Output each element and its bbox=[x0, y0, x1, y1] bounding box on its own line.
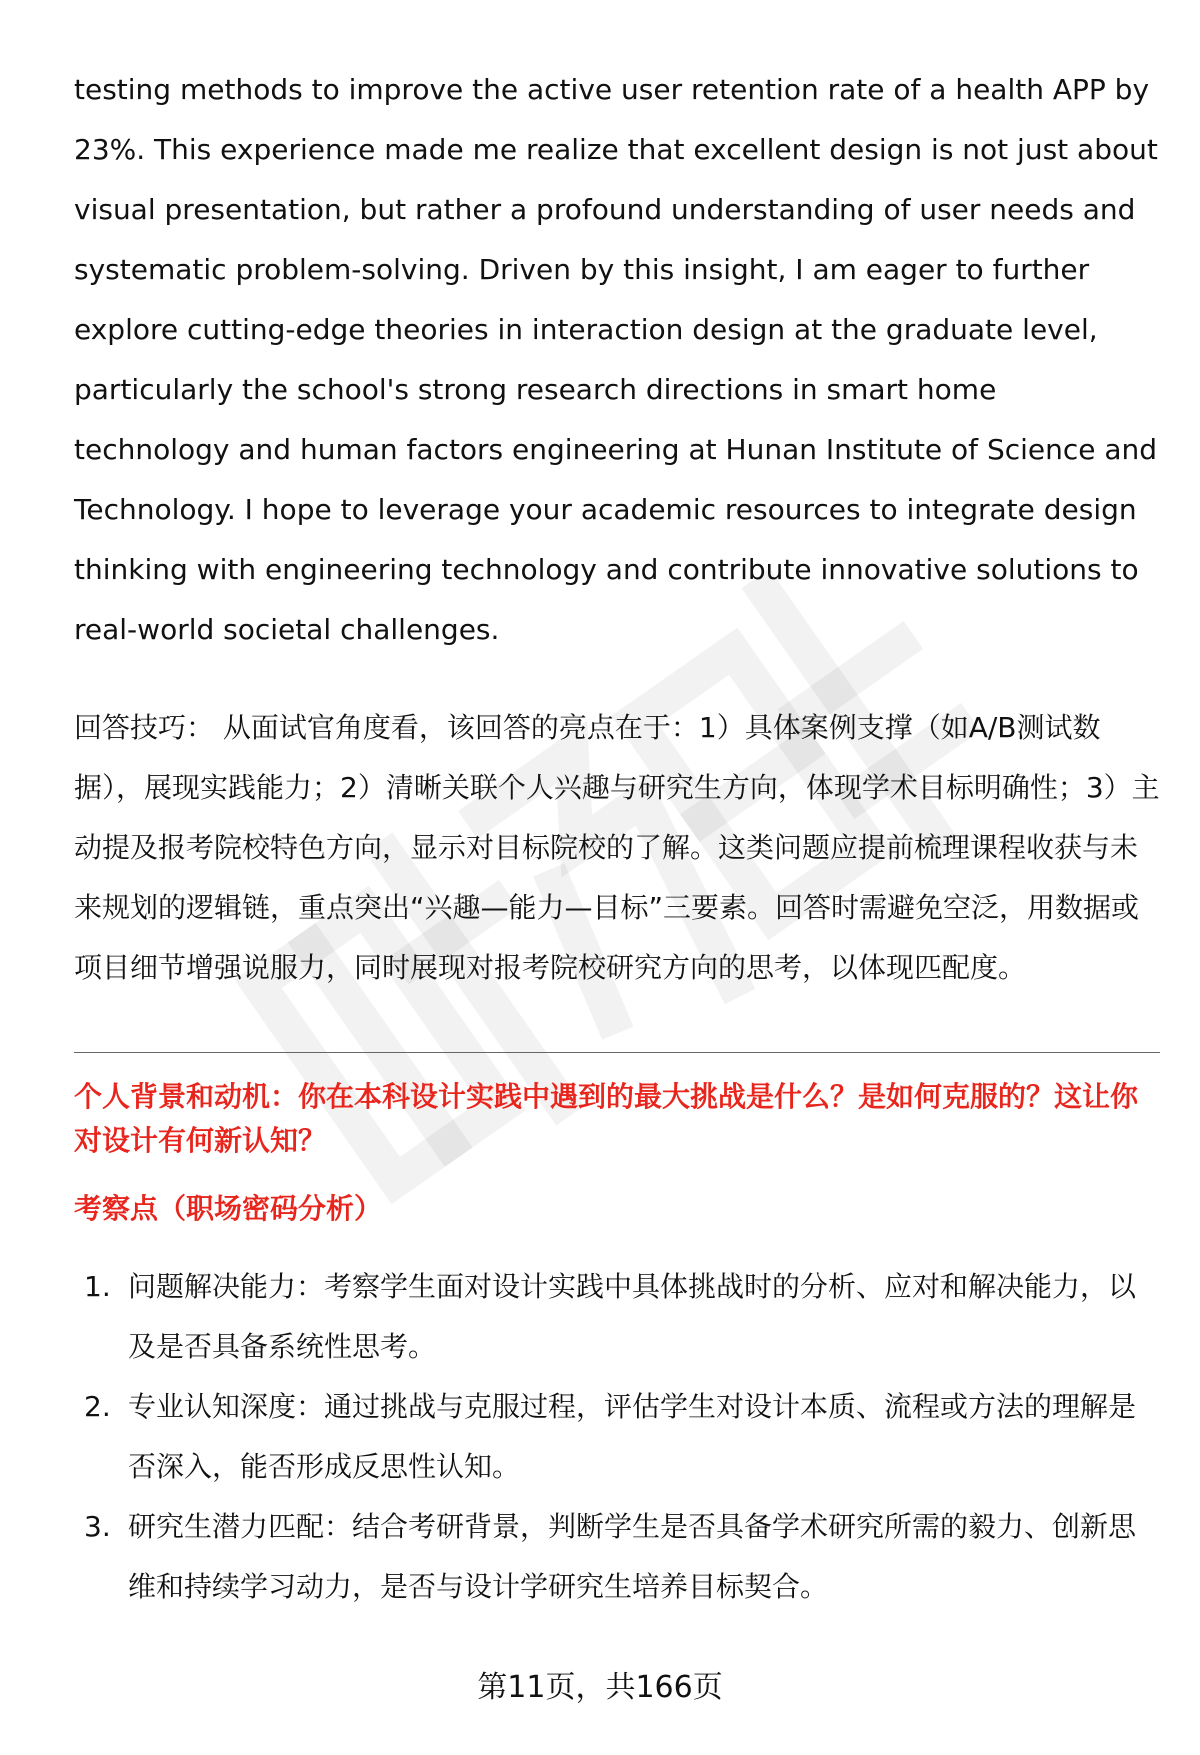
list-item-text: 研究生潜力匹配：结合考研背景，判断学生是否具备学术研究所需的毅力、创新思维和持续学习动力，是否与设计学研究生培养目标契合。 bbox=[128, 1510, 1137, 1603]
list-item-number: 1. bbox=[84, 1270, 111, 1303]
list-item-text: 专业认知深度：通过挑战与克服过程，评估学生对设计本质、流程或方法的理解是否深入，能否形成反思性认知。 bbox=[128, 1390, 1137, 1483]
list-item bbox=[74, 1497, 1160, 1617]
list-item-text: 问题解决能力：考察学生面对设计实践中具体挑战时的分析、应对和解决能力，以及是否具备系统性思考。 bbox=[128, 1270, 1137, 1363]
document-page bbox=[74, 60, 1160, 1617]
intro-paragraph: testing methods to improve the active user retention rate of a health APP by 23%. This experience made me realize that excellent design is not just about visual presentation, but rather a profound understanding of user needs and systematic problem-solving. Driven by this insight, I am eager to further explore cutting-edge theories in interaction design at the graduate level, particularly the school's strong research directions in smart home technology and human factors engineering at Hunan Institute of Science and Technology. I hope to leverage your academic resources to integrate design thinking with engineering technology and contribute innovative solutions to real-world societal challenges. bbox=[74, 73, 1158, 646]
list-item bbox=[74, 1377, 1160, 1497]
answer-tips-paragraph: 回答技巧： 从面试官角度看，该回答的亮点在于：1）具体案例支撑（如A/B测试数据），展现实践能力；2）清晰关联个人兴趣与研究生方向，体现学术目标明确性；3）主动提及报考院校特色方向，显示对目标院校的了解。这类问题应提前梳理课程收获与未来规划的逻辑链，重点突出“兴趣—能力—目标”三要素。回答时需避免空泛，用数据或项目细节增强说服力，同时展现对报考院校研究方向的思考，以体现匹配度。 bbox=[74, 711, 1160, 984]
question-heading: 个人背景和动机：你在本科设计实践中遇到的最大挑战是什么？是如何克服的？这让你对设计有何新认知？ bbox=[74, 1080, 1139, 1157]
section-divider bbox=[74, 1052, 1160, 1053]
list-item bbox=[74, 1257, 1160, 1377]
assessment-points-list bbox=[74, 1257, 1160, 1617]
list-item-number: 2. bbox=[84, 1390, 111, 1423]
page-number-footer: 第11页，共166页 bbox=[477, 1670, 723, 1705]
list-item-number: 3. bbox=[84, 1510, 111, 1543]
assessment-points-title: 考察点（职场密码分析） bbox=[74, 1192, 383, 1225]
